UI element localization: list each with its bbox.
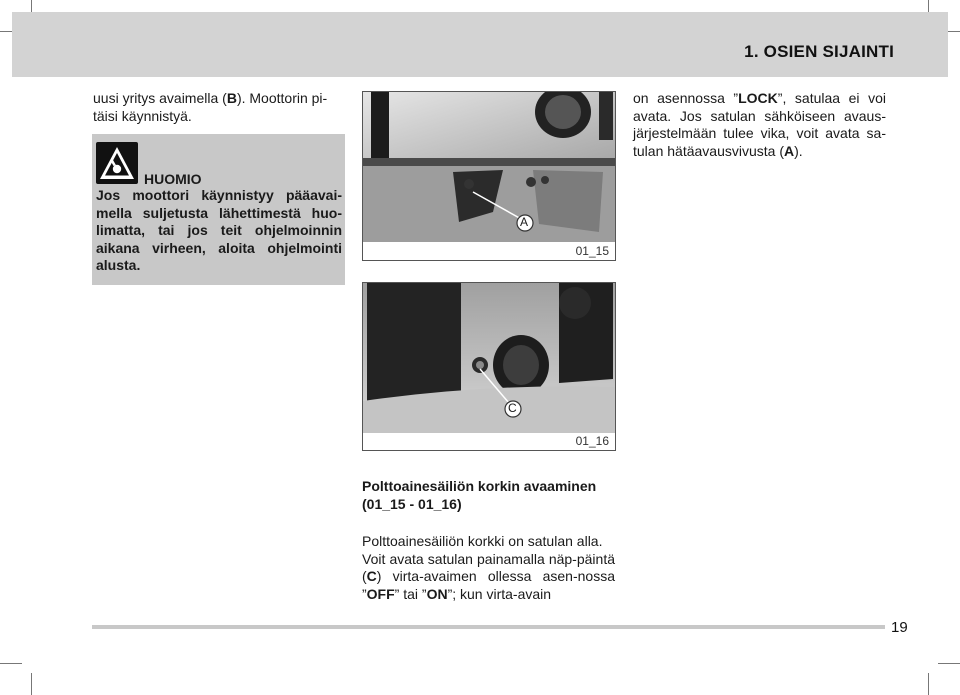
crop-mark: [31, 673, 32, 695]
intro-text-part: täisi käynnistyä.: [93, 107, 192, 124]
warning-text: Jos moottori käynnistyy pääavai-mella suljetusta lähettimestä huo-limatta, tai jos teit ohjelmoinnin aikana virheen, aloita ohjelmointi alusta.: [96, 187, 342, 273]
figure-01-15: [362, 91, 616, 261]
warning-box: [92, 134, 345, 285]
intro-text-part: ). Moottorin pi-: [236, 90, 328, 106]
crop-mark: [938, 663, 960, 664]
text-bold: ON: [426, 585, 448, 602]
scooter-photo-seat-button: [363, 283, 615, 450]
text-part: ) virta-avaimen ollessa asen-nossa ”: [362, 568, 615, 602]
intro-text: [93, 90, 345, 125]
callout-label-c: C: [508, 401, 517, 415]
figure-01-16: [362, 282, 616, 451]
text-part: on asennossa ”: [633, 90, 739, 106]
text-bold: C: [366, 568, 377, 584]
text-bold: OFF: [366, 585, 395, 602]
text-part: ).: [794, 142, 803, 159]
figure-caption: 01_16: [575, 434, 609, 448]
crop-mark: [0, 663, 22, 664]
page-number: 19: [891, 619, 908, 636]
intro-text-bold: B: [226, 90, 237, 106]
section-subheading: [362, 478, 615, 513]
crop-mark: [928, 673, 929, 695]
paragraph: Polttoainesäiliön korkki on satulan alla.: [362, 533, 603, 549]
scooter-photo-seat-release: [363, 92, 615, 260]
callout-label-a: A: [520, 215, 529, 229]
text-part: Voit avata satulan painamalla näp-päintä (: [362, 550, 615, 584]
subheading-line: Polttoainesäiliön korkin avaaminen: [362, 478, 597, 494]
subheading-line: (01_15 - 01_16): [362, 495, 462, 512]
paragraph: [362, 551, 615, 604]
intro-text-part: uusi yritys avaimella (: [93, 90, 227, 106]
text-part: ”; kun virta-avain: [447, 585, 552, 602]
figure-caption: 01_15: [575, 244, 609, 258]
footer-rule: [92, 625, 885, 629]
warning-title: HUOMIO: [144, 171, 202, 187]
right-body-text: [633, 90, 886, 160]
text-bold: A: [783, 142, 795, 159]
warning-triangle-icon: [96, 142, 138, 184]
text-bold: LOCK: [738, 90, 778, 106]
text-part: ”, satulaa ei voi avata. Jos satulan sähköiseen avaus-järjestelmään tulee vika, voit avata sa-tulan hätäavausvivusta (: [633, 90, 886, 159]
section-title: 1. OSIEN SIJAINTI: [744, 42, 894, 61]
text-part: ” tai ”: [394, 585, 427, 602]
middle-body-text: [362, 533, 615, 603]
